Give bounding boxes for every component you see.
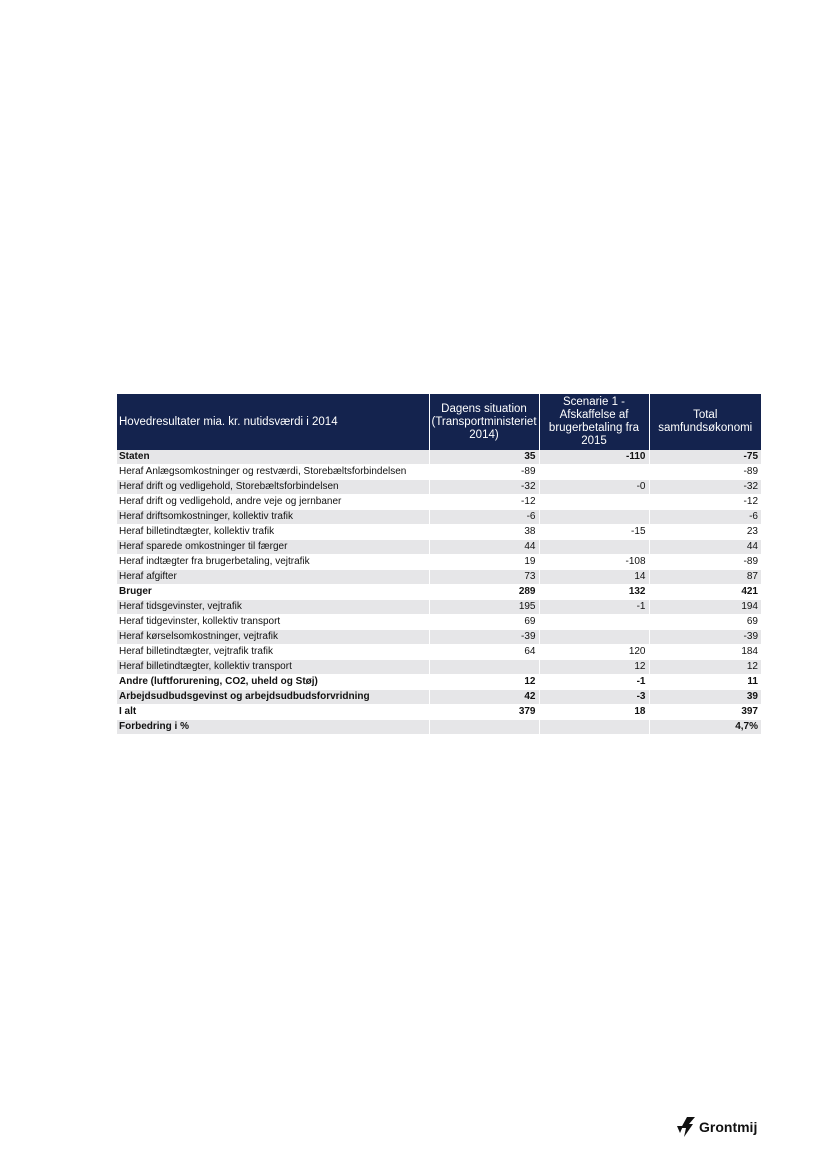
cell-scenario: -3 [539,690,649,705]
table-row [117,510,761,525]
table-row [117,465,761,480]
table-row [117,675,761,690]
table-row [117,525,761,540]
cell-current: -6 [429,510,539,525]
row-label: Heraf afgifter [117,570,429,585]
cell-scenario: -1 [539,675,649,690]
cell-total: 11 [649,675,761,690]
table-row [117,720,761,735]
cell-current: 64 [429,645,539,660]
cell-scenario: -110 [539,450,649,465]
cell-total: 194 [649,600,761,615]
row-label: Arbejdsudbudsgevinst og arbejdsudbudsforvridning [117,690,429,705]
row-label: Andre (luftforurening, CO2, uheld og Støj) [117,675,429,690]
cell-total: -39 [649,630,761,645]
table-row [117,705,761,720]
cell-current: 69 [429,615,539,630]
cell-scenario [539,615,649,630]
cell-current: -39 [429,630,539,645]
cell-current [429,660,539,675]
table-row [117,615,761,630]
row-label: Heraf drift og vedligehold, andre veje og jernbaner [117,495,429,510]
header-current-situation: Dagens situation (Transportministeriet 2014) [429,394,539,450]
cell-total: 87 [649,570,761,585]
grontmij-logo [676,1115,766,1139]
cell-total: -89 [649,465,761,480]
cell-current: -32 [429,480,539,495]
table-row [117,690,761,705]
grontmij-logo-icon [676,1116,696,1138]
logo-text: Grontmij [699,1119,758,1135]
row-label: I alt [117,705,429,720]
cell-total: -12 [649,495,761,510]
cell-current: 42 [429,690,539,705]
cell-current: 379 [429,705,539,720]
cell-total: 39 [649,690,761,705]
row-label: Heraf sparede omkostninger til færger [117,540,429,555]
cell-scenario: -0 [539,480,649,495]
cell-current: 289 [429,585,539,600]
cell-total: 69 [649,615,761,630]
cell-total: -32 [649,480,761,495]
table-row [117,495,761,510]
cell-current: -12 [429,495,539,510]
cell-scenario [539,465,649,480]
cell-current: 35 [429,450,539,465]
cell-current: -89 [429,465,539,480]
table-header-row [117,394,761,450]
cell-scenario: 12 [539,660,649,675]
results-table [117,394,761,735]
row-label: Heraf indtægter fra brugerbetaling, vejtrafik [117,555,429,570]
cell-total: -89 [649,555,761,570]
cell-scenario: 120 [539,645,649,660]
table-row [117,630,761,645]
cell-scenario [539,495,649,510]
cell-scenario [539,540,649,555]
row-label: Heraf tidgevinster, kollektiv transport [117,615,429,630]
cell-scenario [539,630,649,645]
table-row [117,585,761,600]
cell-current: 38 [429,525,539,540]
cell-scenario [539,720,649,735]
cell-total: 12 [649,660,761,675]
row-label: Heraf Anlægsomkostninger og restværdi, Storebæltsforbindelsen [117,465,429,480]
header-description: Hovedresultater mia. kr. nutidsværdi i 2014 [117,394,429,450]
row-label: Heraf tidsgevinster, vejtrafik [117,600,429,615]
table-row [117,450,761,465]
row-label: Heraf billetindtægter, vejtrafik trafik [117,645,429,660]
cell-total: 421 [649,585,761,600]
cell-current: 12 [429,675,539,690]
cell-total: 184 [649,645,761,660]
cell-scenario: 14 [539,570,649,585]
cell-scenario: 132 [539,585,649,600]
cell-scenario: -15 [539,525,649,540]
cell-scenario: -108 [539,555,649,570]
row-label: Forbedring i % [117,720,429,735]
row-label: Heraf driftsomkostninger, kollektiv trafik [117,510,429,525]
cell-total: -6 [649,510,761,525]
row-label: Heraf billetindtægter, kollektiv transport [117,660,429,675]
cell-current: 73 [429,570,539,585]
cell-scenario [539,510,649,525]
row-label: Heraf drift og vedligehold, Storebæltsforbindelsen [117,480,429,495]
table-row [117,645,761,660]
row-label: Heraf kørselsomkostninger, vejtrafik [117,630,429,645]
row-label: Heraf billetindtægter, kollektiv trafik [117,525,429,540]
table-row [117,555,761,570]
table-row [117,570,761,585]
row-label: Staten [117,450,429,465]
header-scenario-1: Scenarie 1 - Afskaffelse af brugerbetaling fra 2015 [539,394,649,450]
cell-scenario: 18 [539,705,649,720]
cell-current: 19 [429,555,539,570]
cell-total: 4,7% [649,720,761,735]
cell-total: 397 [649,705,761,720]
table-row [117,540,761,555]
cell-current [429,720,539,735]
table-row [117,480,761,495]
cell-total: 44 [649,540,761,555]
table-row [117,660,761,675]
header-total: Total samfundsøkonomi [649,394,761,450]
cell-total: 23 [649,525,761,540]
cell-scenario: -1 [539,600,649,615]
row-label: Bruger [117,585,429,600]
cell-current: 195 [429,600,539,615]
table-row [117,600,761,615]
cell-total: -75 [649,450,761,465]
cell-current: 44 [429,540,539,555]
